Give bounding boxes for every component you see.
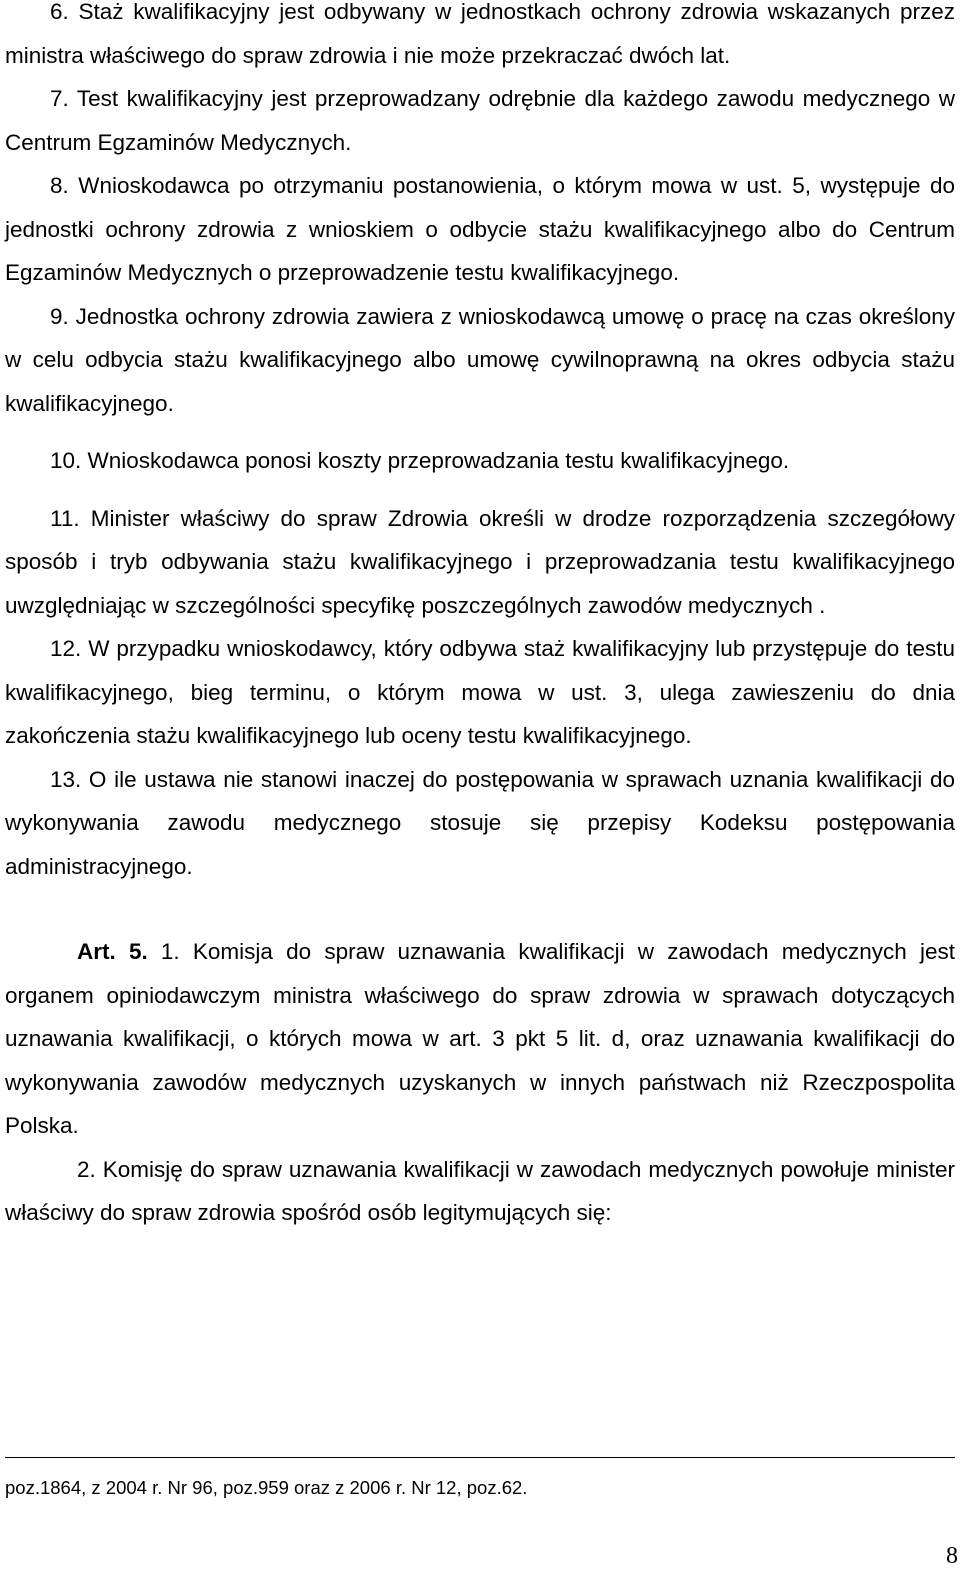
paragraph-11: 11. Minister właściwy do spraw Zdrowia określi w drodze rozporządzenia szczegółowy sposób i tryb odbywania stażu kwalifikacyjnego i przeprowadzania testu kwalifikacyjnego uwzględniając w szczególności specyfikę poszczególnych zawodów medycznych . bbox=[5, 505, 955, 618]
paragraph-13: 13. O ile ustawa nie stanowi inaczej do postępowania w sprawach uznania kwalifikacji do wykonywania zawodu medycznego stosuje się przepisy Kodeksu postępowania administracyjnego. bbox=[5, 766, 955, 879]
footnote-separator bbox=[5, 1457, 955, 1458]
footnote: poz.1864, z 2004 r. Nr 96, poz.959 oraz z 2006 r. Nr 12, poz.62. bbox=[5, 1477, 528, 1498]
document-page bbox=[5, 0, 955, 1235]
paragraph-8: 8. Wnioskodawca po otrzymaniu postanowienia, o którym mowa w ust. 5, występuje do jednostki ochrony zdrowia z wnioskiem o odbycie stażu kwalifikacyjnego albo do Centrum Egzaminów Medycznych o przeprowadzenie testu kwalifikacyjnego. bbox=[5, 173, 955, 285]
spacer bbox=[5, 888, 955, 930]
paragraph-9: 9. Jednostka ochrony zdrowia zawiera z wnioskodawcą umowę o pracę na czas określony w celu odbycia stażu kwalifikacyjnego albo umowę cywilnoprawną na okres odbycia stażu kwalifikacyjnego. bbox=[5, 303, 955, 416]
paragraph-10: 10. Wnioskodawca ponosi koszty przeprowadzania testu kwalifikacyjnego. bbox=[50, 448, 790, 473]
article-5-paragraph-2: 2. Komisję do spraw uznawania kwalifikacji w zawodach medycznych powołuje minister właściwy do spraw zdrowia spośród osób legitymujących się: bbox=[5, 1156, 955, 1225]
spacer bbox=[5, 425, 955, 439]
article-label: Art. 5. bbox=[77, 939, 148, 964]
article-5-text-1: 1. Komisja do spraw uznawania kwalifikacji w zawodach medycznych jest organem opiniodawczym ministra właściwego do spraw zdrowia w sprawach dotyczących uznawania kwalifikacji, o których mowa w art. 3 pkt 5 lit. d, oraz uznawania kwalifikacji do wykonywania zawodów medycznych uzyskanych w innych państwach niż Rzeczpospolita Polska. bbox=[5, 939, 955, 1138]
paragraph-12: 12. W przypadku wnioskodawcy, który odbywa staż kwalifikacyjny lub przystępuje do testu kwalifikacyjnego, bieg terminu, o którym mowa w ust. 3, ulega zawieszeniu do dnia zakończenia stażu kwalifikacyjnego lub oceny testu kwalifikacyjnego. bbox=[5, 636, 955, 748]
page-number: 8 bbox=[946, 1543, 958, 1569]
paragraph-7: 7. Test kwalifikacyjny jest przeprowadzany odrębnie dla każdego zawodu medycznego w Centrum Egzaminów Medycznych. bbox=[5, 86, 955, 155]
spacer bbox=[5, 483, 955, 497]
article-5-paragraph-1 bbox=[5, 930, 955, 1148]
paragraph-6: 6. Staż kwalifikacyjny jest odbywany w jednostkach ochrony zdrowia wskazanych przez ministra właściwego do spraw zdrowia i nie może przekraczać dwóch lat. bbox=[5, 0, 955, 68]
